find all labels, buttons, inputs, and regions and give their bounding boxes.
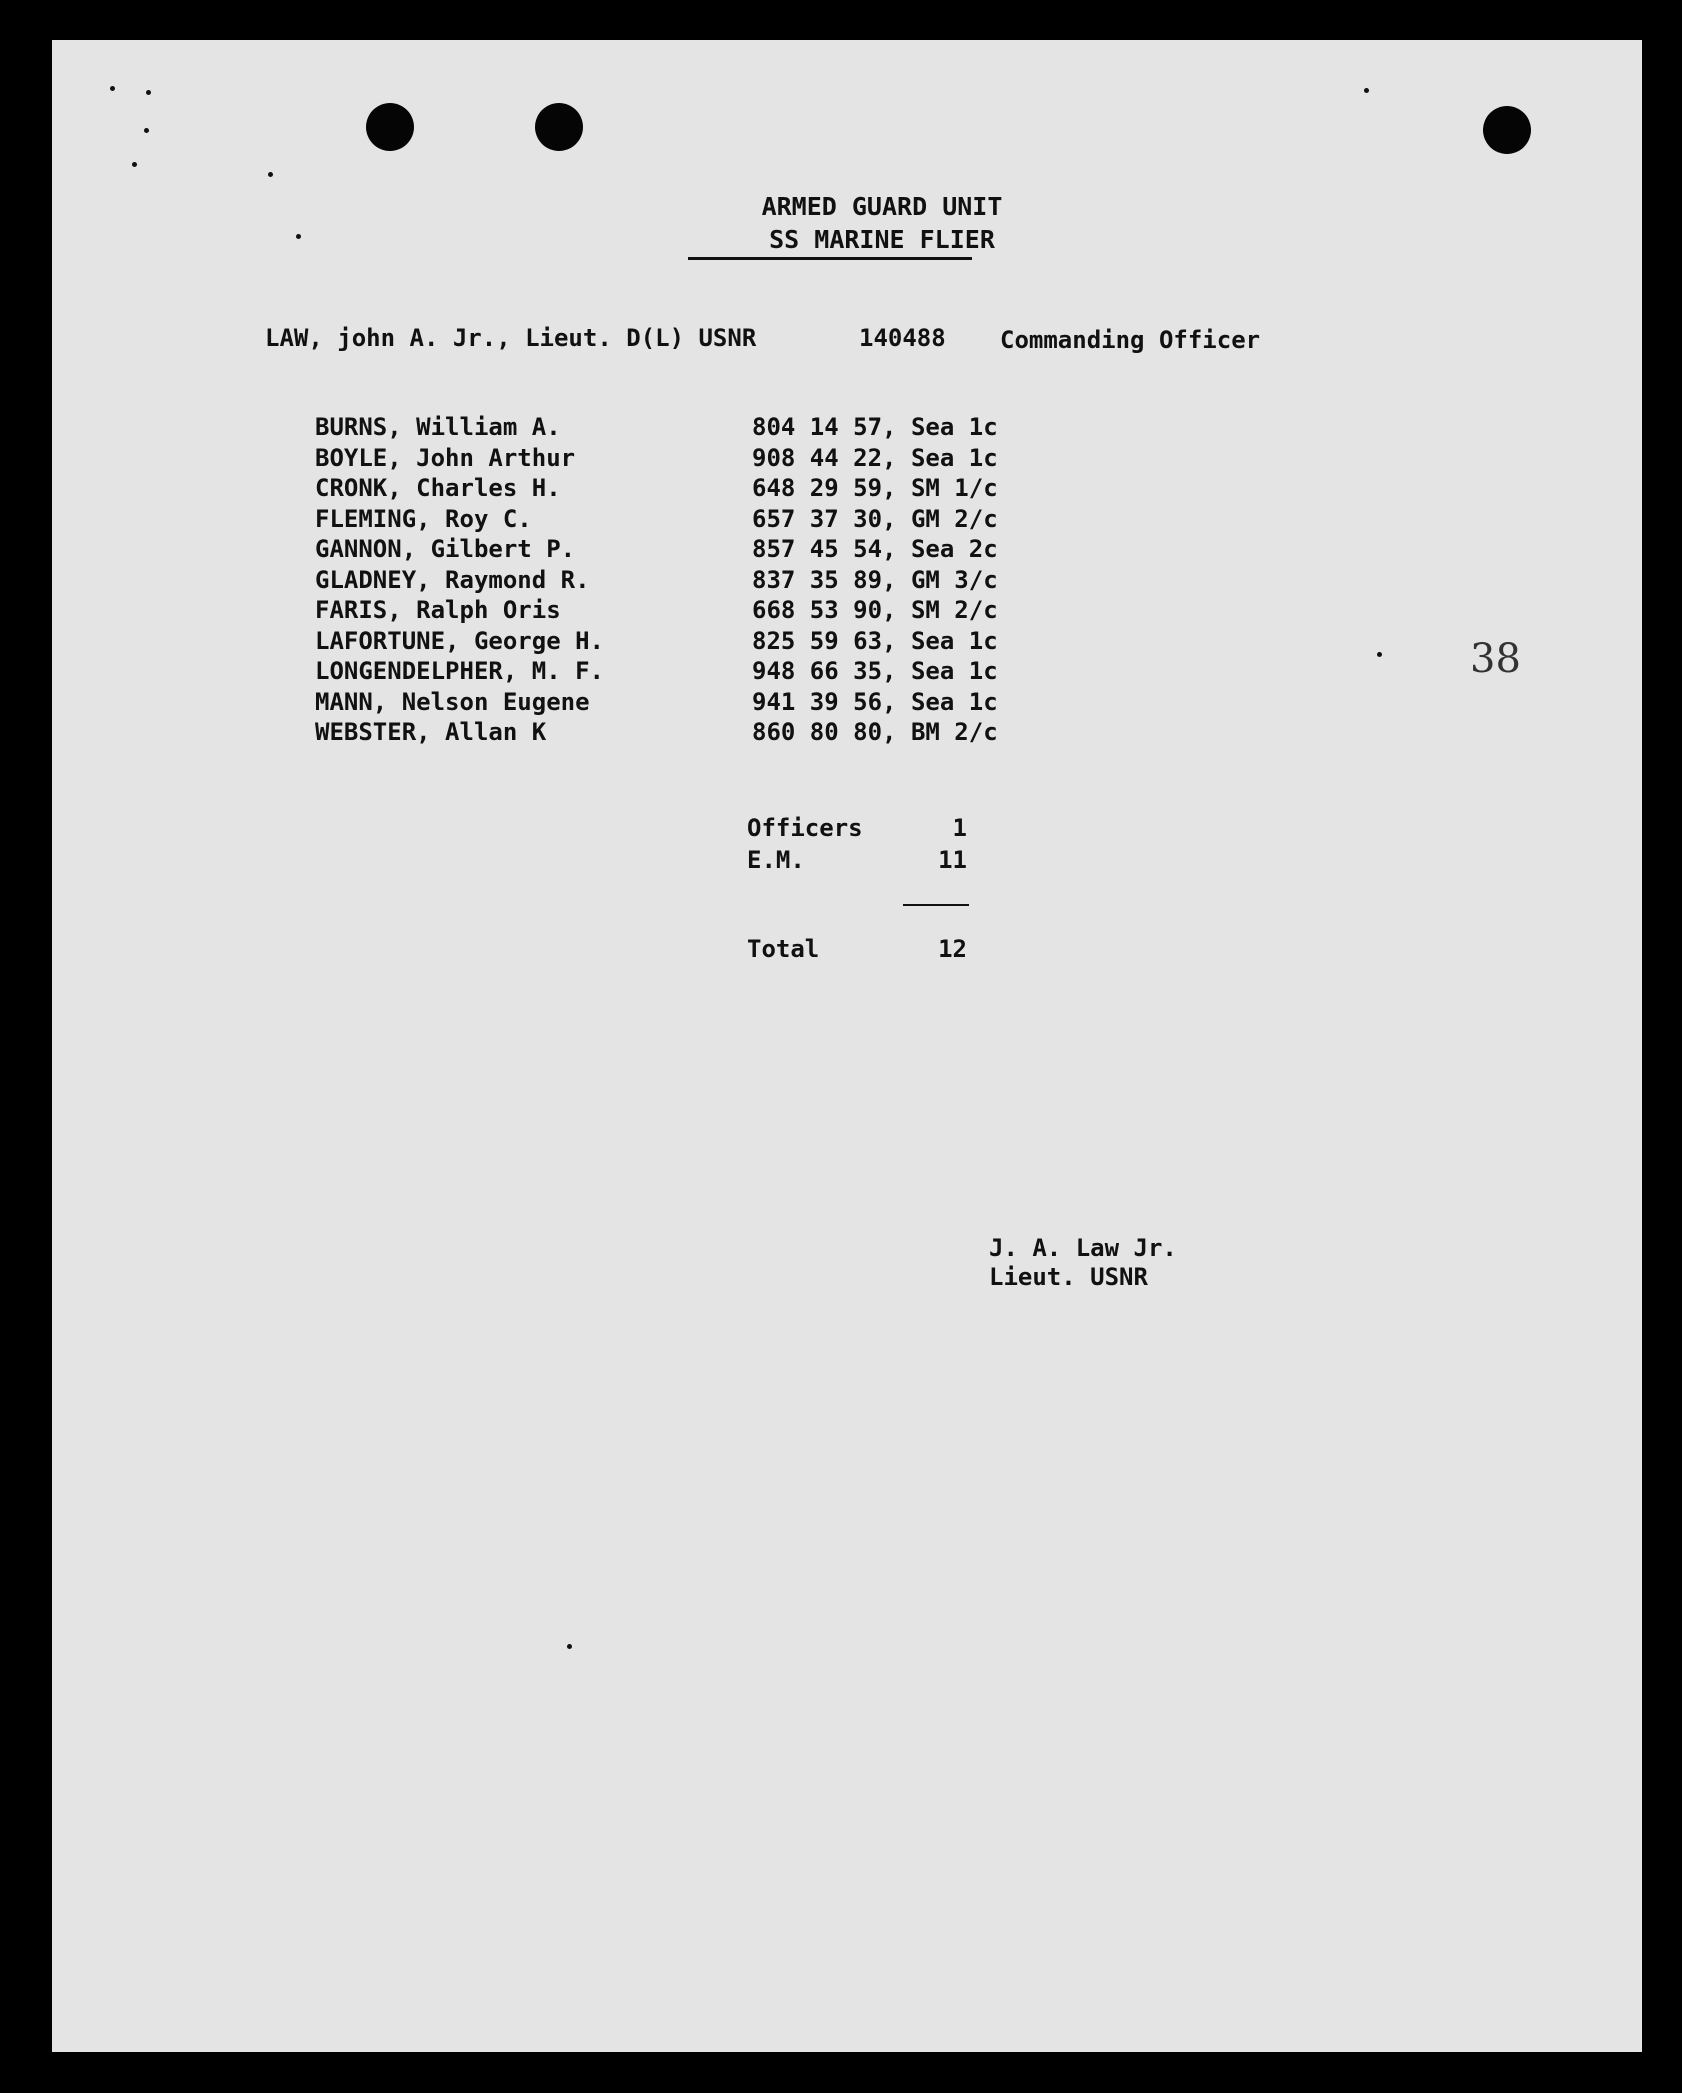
page-number: 38 [1470, 636, 1521, 682]
roster-name: FARIS, Ralph Oris [315, 596, 561, 624]
personnel-total [747, 933, 987, 965]
roster-name: BURNS, William A. [315, 413, 561, 441]
paper-sheet [52, 40, 1642, 2052]
summary-officers-value: 1 [952, 814, 967, 842]
roster-row [315, 412, 1055, 443]
dust-speck [110, 86, 115, 91]
roster-name: WEBSTER, Allan K [315, 718, 547, 746]
summary-em-value: 11 [938, 846, 967, 874]
roster-row [315, 504, 1055, 535]
roster-row [315, 717, 1055, 748]
heading-line-1: ARMED GUARD UNIT [761, 192, 1003, 221]
roster-name: BOYLE, John Arthur [315, 443, 576, 472]
summary-officers-row [747, 812, 987, 844]
dust-speck [268, 172, 273, 177]
roster-service-number-rate: 657 37 30, GM 2/c [752, 504, 998, 533]
roster-service-number-rate: 668 53 90, SM 2/c [752, 596, 998, 624]
signature-name: J. A. Law Jr. [989, 1234, 1177, 1262]
personnel-summary [747, 812, 987, 876]
roster-row [315, 443, 1055, 474]
co-role: Commanding Officer [1000, 326, 1261, 354]
summary-total-rule [903, 904, 969, 906]
roster-name: FLEMING, Roy C. [315, 504, 532, 533]
summary-total-label: Total [747, 935, 820, 963]
heading-line-2: SS MARINE FLIER [769, 225, 995, 254]
summary-total-row [747, 933, 987, 965]
roster-row [315, 687, 1055, 718]
crew-roster [315, 412, 1055, 748]
dust-speck [132, 162, 137, 167]
co-name: LAW, john A. Jr., Lieut. D(L) USNR [265, 324, 757, 352]
signature-rank: Lieut. USNR [989, 1263, 1148, 1291]
dust-speck [1364, 88, 1369, 93]
roster-name: CRONK, Charles H. [315, 474, 561, 502]
summary-officers-label: Officers [747, 814, 863, 842]
roster-service-number-rate: 908 44 22, Sea 1c [752, 443, 998, 472]
roster-service-number-rate: 860 80 80, BM 2/c [752, 718, 998, 746]
roster-name: MANN, Nelson Eugene [315, 687, 590, 716]
roster-name: LAFORTUNE, George H. [315, 626, 604, 655]
roster-service-number-rate: 857 45 54, Sea 2c [752, 535, 998, 563]
roster-name: GANNON, Gilbert P. [315, 535, 576, 563]
summary-em-row [747, 844, 987, 876]
dust-speck [567, 1644, 572, 1649]
roster-row [315, 534, 1055, 565]
punch-hole-left-1 [366, 103, 414, 151]
roster-row [315, 656, 1055, 687]
summary-em-label: E.M. [747, 846, 805, 874]
dust-speck [144, 128, 149, 133]
roster-name: LONGENDELPHER, M. F. [315, 657, 604, 685]
roster-service-number-rate: 804 14 57, Sea 1c [752, 413, 998, 441]
roster-service-number-rate: 825 59 63, Sea 1c [752, 626, 998, 655]
co-service-number: 140488 [859, 324, 946, 352]
dust-speck [296, 234, 301, 239]
roster-row [315, 626, 1055, 657]
dust-speck [1377, 652, 1382, 657]
roster-name: GLADNEY, Raymond R. [315, 565, 590, 594]
punch-hole-left-2 [535, 103, 583, 151]
roster-service-number-rate: 941 39 56, Sea 1c [752, 687, 998, 716]
dust-speck [146, 90, 151, 95]
punch-hole-right [1483, 106, 1531, 154]
roster-row [315, 473, 1055, 504]
roster-row [315, 565, 1055, 596]
summary-total-value: 12 [938, 935, 967, 963]
roster-service-number-rate: 948 66 35, Sea 1c [752, 657, 998, 685]
roster-service-number-rate: 837 35 89, GM 3/c [752, 565, 998, 594]
roster-service-number-rate: 648 29 59, SM 1/c [752, 474, 998, 502]
heading-underline [688, 257, 972, 260]
roster-row [315, 595, 1055, 626]
